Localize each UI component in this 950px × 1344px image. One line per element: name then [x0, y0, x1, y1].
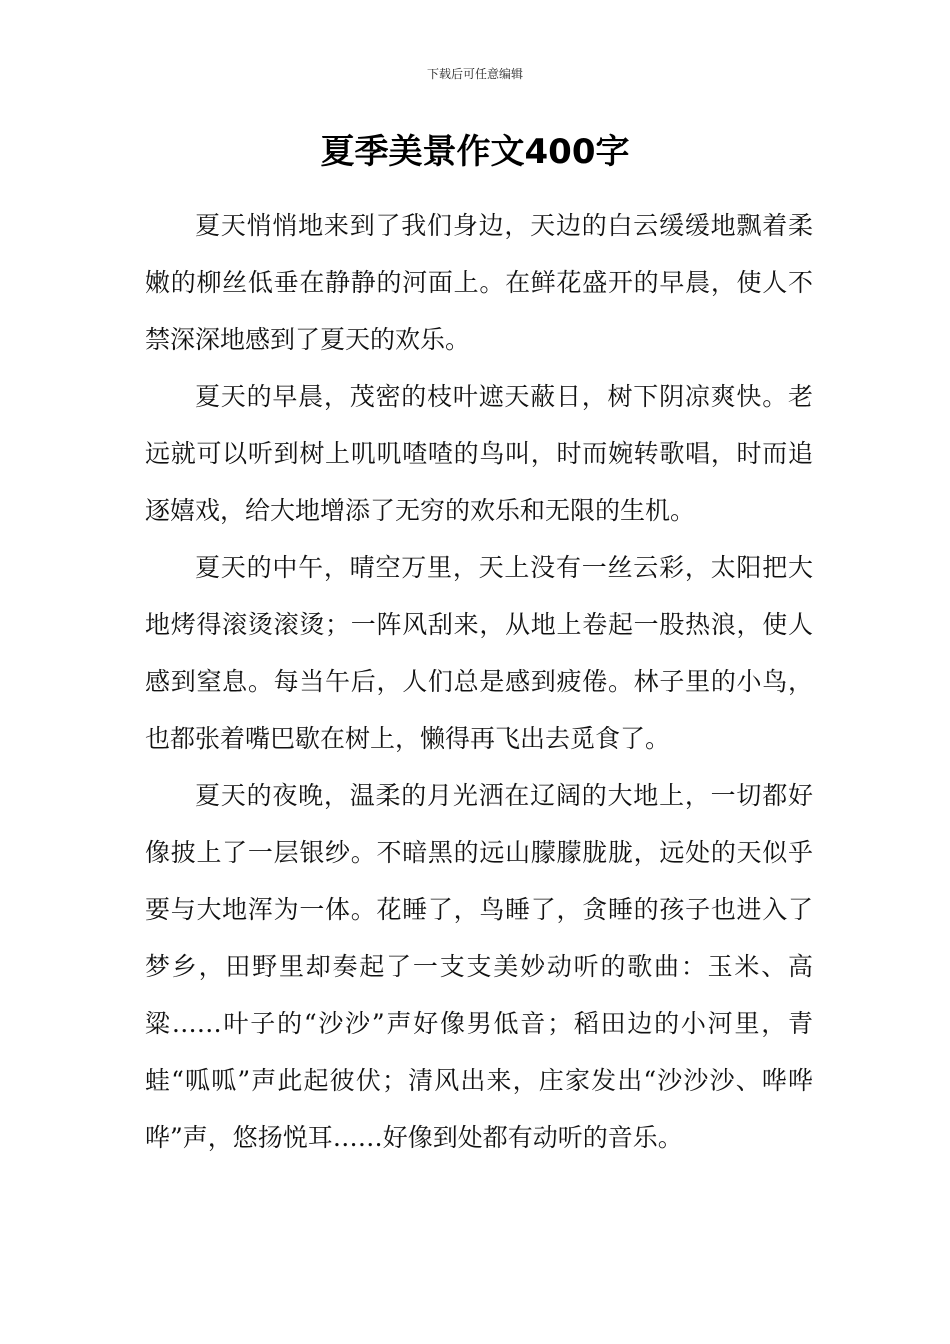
paragraph-1: 夏天悄悄地来到了我们身边，天边的白云缓缓地飘着柔嫩的柳丝低垂在静静的河面上。在鲜花盛开的早晨，使人不禁深深地感到了夏天的欢乐。 [145, 211, 813, 354]
header-note: 下载后可任意编辑 [426, 67, 523, 81]
page-title: 夏季美景作文400字 [320, 132, 630, 172]
paragraph-4: 夏天的夜晚，温柔的月光洒在辽阔的大地上，一切都好像披上了一层银纱。不暗黑的远山朦朦胧胧，远处的天似乎要与大地浑为一体。花睡了，鸟睡了，贪睡的孩子也进入了梦乡，田野里却奏起了一支支美妙动听的歌曲：玉米、高粱……叶子的“沙沙”声好像男低音；稻田边的小河里，青蛙“呱呱”声此起彼伏；清风出来，庄家发出“沙沙沙、哗哗哗”声，悠扬悦耳……好像到处都有动听的音乐。 [145, 781, 813, 1152]
paragraph-3: 夏天的中午，晴空万里，天上没有一丝云彩，太阳把大地烤得滚烫滚烫；一阵风刮来，从地上卷起一股热浪，使人感到窒息。每当午后，人们总是感到疲倦。林子里的小鸟，也都张着嘴巴歇在树上，懒得再飞出去觅食了。 [145, 553, 813, 753]
essay-body [145, 197, 813, 1166]
paragraph-2: 夏天的早晨，茂密的枝叶遮天蔽日，树下阴凉爽快。老远就可以听到树上叽叽喳喳的鸟叫，时而婉转歌唱，时而追逐嬉戏，给大地增添了无穷的欢乐和无限的生机。 [145, 382, 813, 525]
